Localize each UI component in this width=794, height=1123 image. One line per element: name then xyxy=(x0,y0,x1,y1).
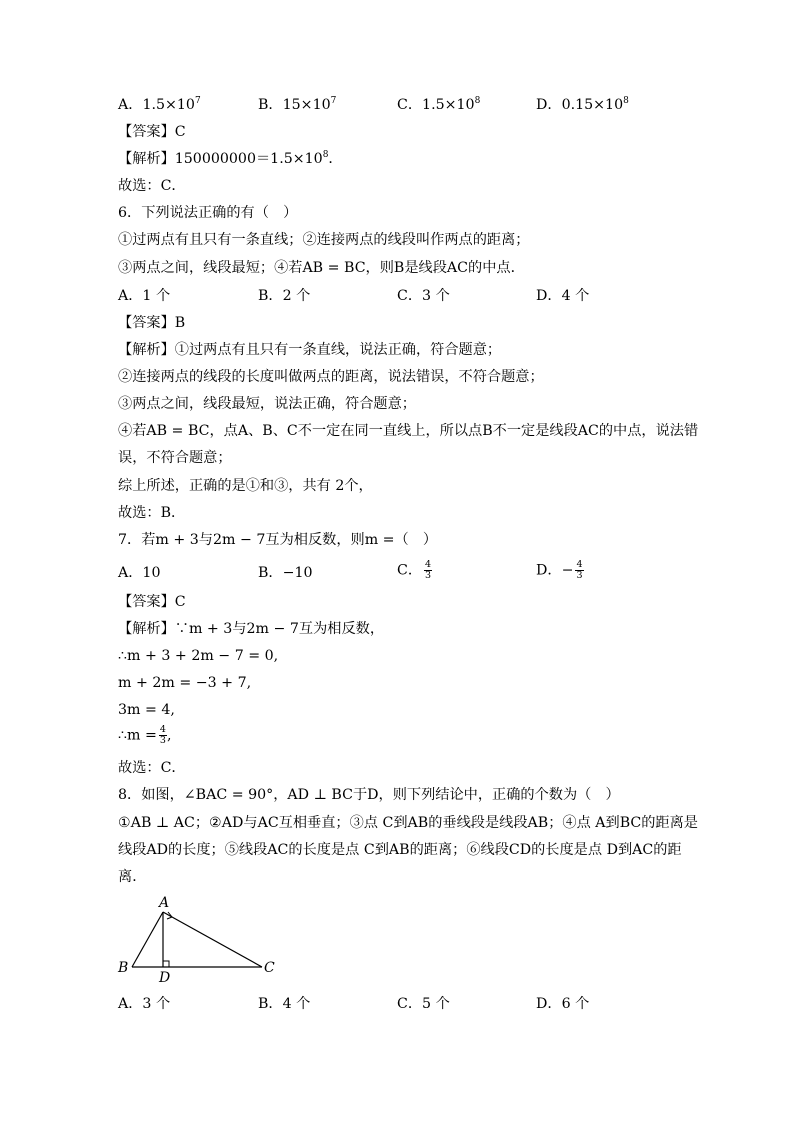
q6-analysis-line-2: ②连接两点的线段的长度叫做两点的距离，说法错误，不符合题意； xyxy=(118,369,544,385)
q7-option-b: B．−10 xyxy=(258,565,313,581)
q5-option-c: C．$1.5\times 10^8$ xyxy=(397,96,481,113)
q6-statement-line-1: ①过两点有且只有一条直线；②连接两点的线段叫作两点的距离； xyxy=(118,232,530,248)
q6-analysis-line-6: 综上所述，正确的是①和③，共有 2个， xyxy=(118,478,373,494)
q6-analysis-line-3: ③两点之间，线段最短，说法正确，符合题意； xyxy=(118,396,416,412)
q6-analysis-line-5: 误，不符合题意； xyxy=(118,450,232,466)
q8-statement-line-2: 线段AD的长度；⑤线段AC的长度是点 C到AB的距离；⑥线段CD的长度是点 D到AC的距 xyxy=(118,842,682,858)
q8-option-c: C．5 个 xyxy=(397,996,450,1012)
q7-analysis-line-3: m + 2m = −3 + 7, xyxy=(118,675,252,691)
right-angle-mark-d xyxy=(163,961,169,967)
q8-option-d: D．6 个 xyxy=(536,996,590,1012)
q8-option-b: B．4 个 xyxy=(258,996,311,1012)
q7-conclusion: 故选：C． xyxy=(118,760,186,776)
q7-option-a: A．10 xyxy=(118,565,161,581)
q6-option-b: B．2 个 xyxy=(258,288,311,304)
q5-option-a: A．$1.5\times 10^7$ xyxy=(118,96,201,113)
q6-stem: 6．下列说法正确的有（ ） xyxy=(118,205,298,221)
q6-option-c: C．3 个 xyxy=(397,288,450,304)
segment-ab xyxy=(132,912,163,967)
q5-conclusion: 故选：C． xyxy=(118,178,186,194)
label-d: D xyxy=(159,970,171,986)
q5-analysis: 【解析】$150000000=1.5\times 10^8$． xyxy=(118,150,343,167)
q6-option-d: D．4 个 xyxy=(536,288,590,304)
q5-option-b: B．$15\times 10^7$ xyxy=(258,96,337,113)
segment-ac xyxy=(163,912,262,967)
q7-analysis-line-2: ∴m + 3 + 2m − 7 = 0, xyxy=(118,648,279,664)
q6-conclusion: 故选：B． xyxy=(118,505,186,521)
q5-answer: 【答案】C xyxy=(118,124,186,140)
q7-analysis-line-5: ∴m = $\frac{4}{3}$ , xyxy=(118,724,172,746)
label-b: B xyxy=(118,960,129,976)
q7-answer: 【答案】C xyxy=(118,594,186,610)
q5-option-d: D．$0.15\times 10^8$ xyxy=(536,96,629,113)
q8-statement-line-1: ①AB ⊥ AC；②AD与AC互相垂直；③点 C到AB的垂线段是线段AB；④点 A到BC的距离是 xyxy=(118,815,698,831)
q6-analysis-line-1: 【解析】①过两点有且只有一条直线，说法正确，符合题意； xyxy=(118,342,502,358)
q6-analysis-line-4: ④若AB = BC，点A、B、C不一定在同一直线上，所以点B不一定是线段AC的中点，说法错 xyxy=(118,423,699,439)
q6-answer: 【答案】B xyxy=(118,315,186,331)
q6-statement-line-2: ③两点之间，线段最短；④若AB = BC，则B是线段AC的中点． xyxy=(118,260,525,276)
triangle-figure xyxy=(112,890,292,990)
q8-stem: 8．如图，∠BAC = 90°，AD ⊥ BC于D，则下列结论中，正确的个数为（ ） xyxy=(118,787,620,803)
q7-stem: 7．若m + 3与2m − 7互为相反数，则m =（ ） xyxy=(118,532,438,548)
label-a: A xyxy=(159,895,170,911)
q7-option-c: C． $\frac{4}{3}$ xyxy=(397,559,432,581)
q8-statement-line-3: 离． xyxy=(118,869,147,885)
label-c: C xyxy=(264,960,275,976)
q7-option-d: D．− $\frac{4}{3}$ xyxy=(536,559,583,581)
q8-option-a: A．3 个 xyxy=(118,996,171,1012)
q7-analysis-line-1: 【解析】∵m + 3与2m − 7互为相反数， xyxy=(118,621,385,637)
q6-option-a: A．1 个 xyxy=(118,288,171,304)
q7-analysis-line-4: 3m = 4, xyxy=(118,702,175,718)
